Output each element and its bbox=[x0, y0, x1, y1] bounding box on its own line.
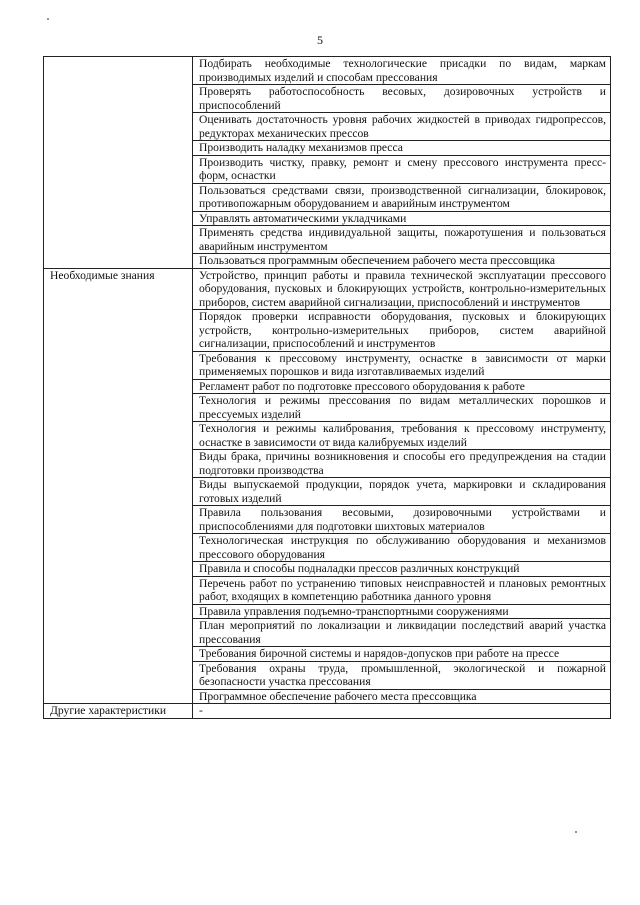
table-cell-item: Применять средства индивидуальной защиты, пожаротушения и пользоваться аварийным инструментом bbox=[193, 226, 611, 254]
table-cell-item: Технологическая инструкция по обслуживанию оборудования и механизмов прессового оборудования bbox=[193, 534, 611, 562]
table-cell-item: Порядок проверки исправности оборудования, пусковых и блокирующих устройств, контрольно-измерительных приборов, систем аварийной сигнализации, приспособлений и инструментов bbox=[193, 310, 611, 352]
table-cell-item: Управлять автоматическими укладчиками bbox=[193, 211, 611, 226]
table-row bbox=[44, 57, 611, 85]
table-cell-item: План мероприятий по локализации и ликвидации последствий аварий участка прессования bbox=[193, 619, 611, 647]
table-cell-item: Правила пользования весовыми, дозировочными устройствами и приспособлениями для подготовки шихтовых материалов bbox=[193, 506, 611, 534]
table-row bbox=[44, 704, 611, 719]
table-cell-item: Технология и режимы прессования по видам металлических порошков и прессуемых изделий bbox=[193, 394, 611, 422]
table-cell-item: Подбирать необходимые технологические присадки по видам, маркам производимых изделий и способам прессования bbox=[193, 57, 611, 85]
section-label bbox=[44, 57, 193, 269]
table-cell-item: Перечень работ по устранению типовых неисправностей и плановых ремонтных работ, входящих в компетенцию работника данного уровня bbox=[193, 576, 611, 604]
table-cell-item: Программное обеспечение рабочего места прессовщика bbox=[193, 689, 611, 704]
table-cell-item: Требования бирочной системы и нарядов-допусков при работе на прессе bbox=[193, 647, 611, 662]
table-cell-item: Технология и режимы калибрования, требования к прессовому инструменту, оснастке в зависимости от вида калибруемых изделий bbox=[193, 422, 611, 450]
table-cell-item: Правила управления подъемно-транспортными сооружениями bbox=[193, 604, 611, 619]
table-row bbox=[44, 268, 611, 310]
table-cell-item: Виды брака, причины возникновения и способы его предупреждения на стадии подготовки производства bbox=[193, 450, 611, 478]
skills-table bbox=[43, 56, 611, 719]
table-cell-item: Пользоваться средствами связи, производственной сигнализации, блокировок, противопожарным оборудованием и аварийным инструментом bbox=[193, 183, 611, 211]
scan-speck bbox=[575, 831, 577, 833]
section-label: Другие характеристики bbox=[44, 704, 193, 719]
table-cell-item: Виды выпускаемой продукции, порядок учета, маркировки и складирования готовых изделий bbox=[193, 478, 611, 506]
table-cell-item: Устройство, принцип работы и правила технической эксплуатации прессового оборудования, пусковых и блокирующих устройств, контрольно-измерительных приборов, систем аварийной сигнализации, приспособлений и инструментов bbox=[193, 268, 611, 310]
table-cell-item: Производить наладку механизмов пресса bbox=[193, 141, 611, 156]
table-cell-item: Требования охраны труда, промышленной, экологической и пожарной безопасности участка прессования bbox=[193, 661, 611, 689]
table-cell-item: Требования к прессовому инструменту, оснастке в зависимости от марки применяемых порошков и вида изготавливаемых изделий bbox=[193, 351, 611, 379]
table-cell-item: Регламент работ по подготовке прессового оборудования к работе bbox=[193, 379, 611, 394]
scan-speck bbox=[47, 18, 49, 20]
section-label: Необходимые знания bbox=[44, 268, 193, 704]
page-number: 5 bbox=[317, 33, 323, 47]
table-cell-item: Пользоваться программным обеспечением рабочего места прессовщика bbox=[193, 254, 611, 269]
table-cell-item: Проверять работоспособность весовых, дозировочных устройств и приспособлений bbox=[193, 85, 611, 113]
table-cell-item: - bbox=[193, 704, 611, 719]
table-cell-item: Правила и способы подналадки прессов различных конструкций bbox=[193, 562, 611, 577]
table-cell-item: Производить чистку, правку, ремонт и смену прессового инструмента пресс-форм, оснастки bbox=[193, 155, 611, 183]
table-cell-item: Оценивать достаточность уровня рабочих жидкостей в приводах гидропрессов, редукторах механических прессов bbox=[193, 113, 611, 141]
